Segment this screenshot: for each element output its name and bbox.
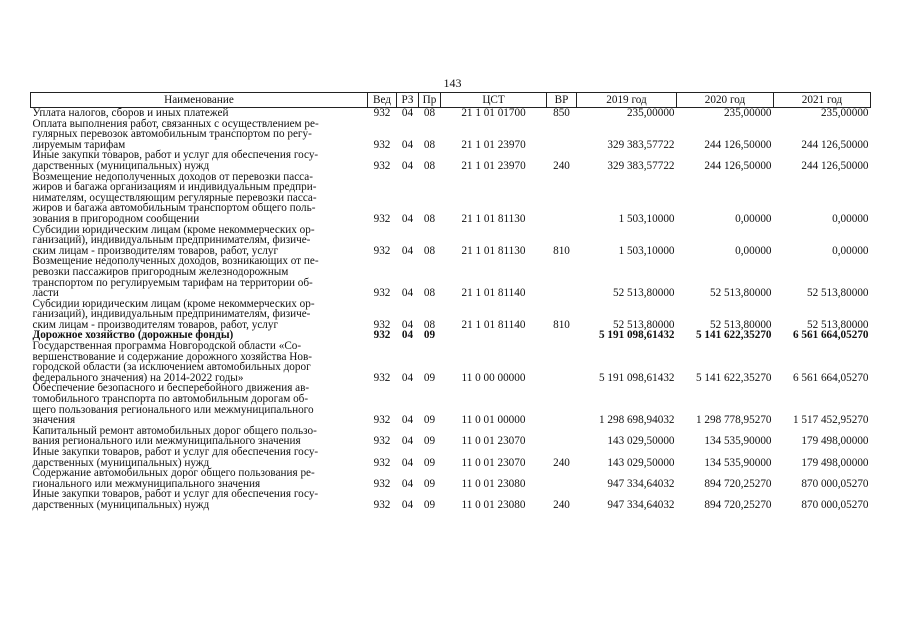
row-pr: 08 bbox=[423, 212, 436, 225]
table-row bbox=[31, 489, 871, 510]
row-pr: 08 bbox=[423, 138, 436, 151]
row-rz: 04 bbox=[401, 159, 414, 172]
header-ved: Вед bbox=[368, 93, 397, 108]
row-name: Возмещение недополученных доходов от перевозки пасса- жиров и багажа организациям и индивидуальным предпри- нимателям, осуществляющим регулярные перевозки пасса- жиров и багажа автомобильным транспортом общего поль- зования в пригородном сообщении bbox=[32, 170, 317, 225]
row-cst: 21 1 01 23970 bbox=[461, 138, 526, 151]
row-amount-2019: 329 383,57722 bbox=[607, 138, 675, 151]
row-amount-2021: 52 513,80000 bbox=[806, 287, 869, 300]
row-amount-2019: 947 334,64032 bbox=[607, 498, 675, 511]
row-amount-2021: 244 126,50000 bbox=[801, 159, 869, 172]
row-pr: 08 bbox=[423, 107, 436, 119]
row-amount-2021: 235,00000 bbox=[820, 107, 869, 119]
row-name: Иные закупки товаров, работ и услуг для обеспечения госу- дарственных (муниципальных) нужд bbox=[32, 446, 319, 469]
row-ved: 932 bbox=[373, 244, 391, 257]
row-pr: 08 bbox=[423, 287, 436, 300]
row-amount-2021: 6 561 664,05270 bbox=[792, 371, 869, 384]
row-name: Субсидии юридическим лицам (кроме некоммерческих ор- ганизаций), индивидуальным предпринимателям, физиче- ским лицам - производителям товаров, работ, услуг bbox=[32, 297, 315, 331]
row-amount-2019: 329 383,57722 bbox=[607, 159, 675, 172]
row-cst: 11 0 01 23070 bbox=[461, 456, 526, 469]
row-pr: 09 bbox=[423, 414, 436, 427]
row-name: Иные закупки товаров, работ и услуг для обеспечения госу- дарственных (муниципальных) нужд bbox=[32, 488, 319, 511]
row-amount-2020: 244 126,50000 bbox=[704, 159, 772, 172]
row-cst: 11 0 00 00000 bbox=[461, 371, 526, 384]
row-vr: 810 bbox=[553, 318, 570, 331]
row-rz: 04 bbox=[401, 318, 414, 331]
row-amount-2020: 1 298 778,95270 bbox=[695, 414, 772, 427]
row-rz: 04 bbox=[401, 212, 414, 225]
table-row bbox=[31, 225, 871, 257]
row-ved: 932 bbox=[373, 371, 391, 384]
row-amount-2019: 1 298 698,94032 bbox=[598, 414, 675, 427]
row-amount-2019: 143 029,50000 bbox=[607, 435, 675, 448]
row-ved: 932 bbox=[373, 435, 391, 448]
header-pr: Пр bbox=[419, 93, 441, 108]
page-number: 143 bbox=[443, 76, 462, 90]
row-rz: 04 bbox=[401, 477, 414, 490]
row-rz: 04 bbox=[401, 244, 414, 257]
row-cst: 21 1 01 81140 bbox=[461, 287, 526, 300]
row-name: Капитальный ремонт автомобильных дорог общего пользо- вания регионального или межмуниципального значения bbox=[32, 424, 317, 448]
header-2019: 2019 год bbox=[577, 93, 677, 108]
row-amount-2020: 52 513,80000 bbox=[709, 287, 772, 300]
row-rz: 04 bbox=[401, 287, 414, 300]
row-cst: 21 1 01 81140 bbox=[461, 318, 526, 331]
row-pr: 08 bbox=[423, 159, 436, 172]
row-vr bbox=[547, 119, 577, 151]
row-cst: 11 0 01 00000 bbox=[461, 414, 526, 427]
row-ved: 932 bbox=[373, 456, 391, 469]
row-cst: 11 0 01 23080 bbox=[461, 477, 526, 490]
table-row bbox=[31, 383, 871, 425]
row-amount-2020: 52 513,80000 bbox=[709, 318, 772, 331]
row-name: Государственная программа Новгородской области «Со- вершенствование и содержание дорожного хозяйства Нов- городской области (за исключением автомобильных дорог федерального значения) на 2014-2022 годы» bbox=[32, 340, 312, 384]
row-cst: 21 1 01 23970 bbox=[461, 159, 526, 172]
row-vr: 240 bbox=[553, 456, 570, 469]
row-name: Обеспечение безопасного и бесперебойного движения ав- томобильного транспорта по автомобильным дорогам об- щего пользования регионального или межмуниципального значения bbox=[32, 382, 314, 427]
row-ved: 932 bbox=[373, 287, 391, 300]
row-name: Оплата выполнения работ, связанных с осуществлением ре- гулярных перевозок автомобильным транспортом по регу- лируемым тарифам bbox=[32, 117, 319, 151]
row-vr bbox=[547, 172, 577, 225]
row-rz: 04 bbox=[401, 329, 414, 342]
row-rz: 04 bbox=[401, 107, 414, 119]
table-header-row bbox=[31, 93, 871, 108]
row-cst: 11 0 01 23070 bbox=[461, 435, 526, 448]
row-amount-2019: 143 029,50000 bbox=[607, 456, 675, 469]
row-rz: 04 bbox=[401, 371, 414, 384]
header-2020: 2020 год bbox=[677, 93, 774, 108]
header-name: Наименование bbox=[31, 93, 368, 108]
row-vr: 850 bbox=[553, 107, 570, 119]
row-amount-2021: 179 498,00000 bbox=[801, 435, 869, 448]
row-amount-2021: 0,00000 bbox=[832, 212, 869, 225]
row-name: Иные закупки товаров, работ и услуг для обеспечения госу- дарственных (муниципальных) нужд bbox=[32, 149, 319, 172]
row-ved: 932 bbox=[373, 138, 391, 151]
row-amount-2019: 5 191 098,61432 bbox=[598, 371, 675, 384]
table-row bbox=[31, 108, 871, 119]
row-amount-2019: 52 513,80000 bbox=[612, 318, 675, 331]
table-row bbox=[31, 426, 871, 447]
row-amount-2019: 52 513,80000 bbox=[612, 287, 675, 300]
row-cst bbox=[441, 330, 547, 341]
row-ved: 932 bbox=[373, 498, 391, 511]
row-amount-2020: 134 535,90000 bbox=[704, 435, 772, 448]
row-name: Уплата налогов, сборов и иных платежей bbox=[32, 107, 229, 119]
row-rz: 04 bbox=[401, 456, 414, 469]
row-amount-2019: 947 334,64032 bbox=[607, 477, 675, 490]
row-pr: 08 bbox=[423, 244, 436, 257]
row-amount-2021: 1 517 452,95270 bbox=[792, 414, 869, 427]
table-row bbox=[31, 150, 871, 171]
row-pr: 09 bbox=[423, 498, 436, 511]
row-pr: 09 bbox=[423, 371, 436, 384]
row-amount-2020: 235,00000 bbox=[723, 107, 772, 119]
row-ved: 932 bbox=[373, 477, 391, 490]
row-cst: 21 1 01 01700 bbox=[461, 107, 526, 119]
table-row bbox=[31, 468, 871, 489]
row-amount-2020: 5 141 622,35270 bbox=[695, 329, 772, 342]
table-row bbox=[31, 256, 871, 298]
header-vr: ВР bbox=[547, 93, 577, 108]
table-row bbox=[31, 299, 871, 331]
table-row bbox=[31, 119, 871, 151]
row-amount-2021: 244 126,50000 bbox=[801, 138, 869, 151]
row-amount-2021: 870 000,05270 bbox=[801, 477, 869, 490]
row-vr bbox=[547, 256, 577, 298]
row-amount-2019: 1 503,10000 bbox=[618, 212, 675, 225]
row-ved: 932 bbox=[373, 329, 391, 342]
row-amount-2020: 5 141 622,35270 bbox=[695, 371, 772, 384]
row-amount-2020: 894 720,25270 bbox=[704, 498, 772, 511]
row-vr bbox=[547, 330, 577, 341]
row-amount-2021: 0,00000 bbox=[832, 244, 869, 257]
table-row bbox=[31, 341, 871, 383]
row-amount-2020: 0,00000 bbox=[735, 212, 772, 225]
row-ved: 932 bbox=[373, 414, 391, 427]
header-rz: РЗ bbox=[397, 93, 419, 108]
row-name: Дорожное хозяйство (дорожные фонды) bbox=[32, 329, 234, 342]
row-vr: 240 bbox=[553, 498, 570, 511]
row-vr: 240 bbox=[553, 159, 570, 172]
row-ved: 932 bbox=[373, 212, 391, 225]
row-ved: 932 bbox=[373, 318, 391, 331]
row-rz: 04 bbox=[401, 435, 414, 448]
row-amount-2020: 0,00000 bbox=[735, 244, 772, 257]
row-amount-2020: 894 720,25270 bbox=[704, 477, 772, 490]
row-cst: 11 0 01 23080 bbox=[461, 498, 526, 511]
row-rz: 04 bbox=[401, 498, 414, 511]
row-vr: 810 bbox=[553, 244, 570, 257]
budget-table bbox=[30, 92, 871, 511]
header-cst: ЦСТ bbox=[441, 93, 547, 108]
row-amount-2021: 870 000,05270 bbox=[801, 498, 869, 511]
row-pr: 09 bbox=[423, 329, 436, 342]
header-2021: 2021 год bbox=[774, 93, 871, 108]
row-pr: 08 bbox=[423, 318, 436, 331]
row-vr bbox=[547, 468, 577, 489]
row-vr bbox=[547, 383, 577, 425]
row-pr: 09 bbox=[423, 456, 436, 469]
row-amount-2021: 6 561 664,05270 bbox=[792, 329, 869, 342]
row-rz: 04 bbox=[401, 414, 414, 427]
row-ved: 932 bbox=[373, 107, 391, 119]
row-name: Содержание автомобильных дорог общего пользования ре- гионального или межмуниципального значения bbox=[32, 467, 315, 490]
row-amount-2020: 244 126,50000 bbox=[704, 138, 772, 151]
row-name: Возмещение недополученных доходов, возникающих от пе- ревозки пассажиров пригородным железнодорожным транспортом по регулируемым тарифам на территории об- ласти bbox=[32, 255, 319, 300]
table-row bbox=[31, 172, 871, 225]
row-name: Субсидии юридическим лицам (кроме некоммерческих ор- ганизаций), индивидуальным предпринимателям, физиче- ским лицам - производителям товаров, работ, услуг bbox=[32, 223, 315, 257]
row-amount-2020: 134 535,90000 bbox=[704, 456, 772, 469]
row-cst: 21 1 01 81130 bbox=[461, 212, 526, 225]
row-rz: 04 bbox=[401, 138, 414, 151]
row-ved: 932 bbox=[373, 159, 391, 172]
row-amount-2019: 1 503,10000 bbox=[618, 244, 675, 257]
table-row bbox=[31, 447, 871, 468]
row-amount-2021: 52 513,80000 bbox=[806, 318, 869, 331]
row-pr: 09 bbox=[423, 435, 436, 448]
row-amount-2019: 235,00000 bbox=[626, 107, 675, 119]
row-cst: 21 1 01 81130 bbox=[461, 244, 526, 257]
row-amount-2019: 5 191 098,61432 bbox=[598, 329, 675, 342]
row-amount-2021: 179 498,00000 bbox=[801, 456, 869, 469]
row-vr bbox=[547, 426, 577, 447]
row-vr bbox=[547, 341, 577, 383]
row-pr: 09 bbox=[423, 477, 436, 490]
